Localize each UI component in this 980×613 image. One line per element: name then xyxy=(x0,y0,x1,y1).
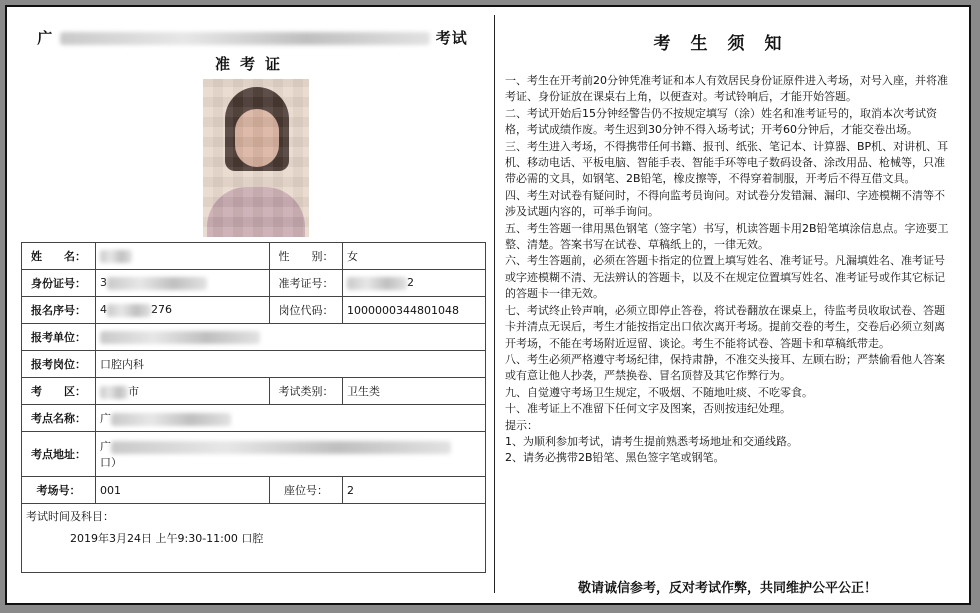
table-row: 考 区： 市 考试类别： 卫生类 xyxy=(22,378,486,405)
table-row: 考场号： 001 座位号： 2 xyxy=(22,477,486,504)
exam-notice-panel xyxy=(494,15,960,596)
candidate-photo xyxy=(203,79,309,237)
table-row: 报考岗位： 口腔内科 xyxy=(22,351,486,378)
list-item: 四、考生对试卷有疑问时，不得向监考员询问。对试卷分发错漏、漏印、字迹模糊不清等不涉及试题内容的，可举手询问。 xyxy=(505,188,945,219)
notice-title: 考生须知 xyxy=(653,34,802,54)
list-item: 十、准考证上不准留下任何文字及图案，否则按违纪处理。 xyxy=(505,402,791,416)
admit-card-heading: 准考证 xyxy=(214,55,290,73)
table-row: 考试时间及科目： 2019年3月24日 上午9:30-11:00 口腔 xyxy=(22,504,486,573)
table-row: 身份证号： 3 准考证号： 2 xyxy=(22,270,486,297)
list-item: 六、考生答题前，必须在答题卡指定的位置上填写姓名、准考证号。凡漏填姓名、准考证号或字迹模糊不清、无法辨认的答题卡，以及不在规定位置填写姓名、准考证号或作其它标记的答题卡一律无效。 xyxy=(505,254,945,301)
list-item: 五、考生答题一律用黑色钢笔（签字笔）书写，机读答题卡用2B铅笔填涂信息点。字迹要工整、清楚。答案书写在试卷、草稿纸上的，一律无效。 xyxy=(505,221,949,252)
list-item: 九、自觉遵守考场卫生规定，不吸烟、不随地吐痰、不吃零食。 xyxy=(505,385,813,399)
exam-title: 广 考试 xyxy=(37,29,468,47)
table-row: 报考单位： xyxy=(22,324,486,351)
notice-list xyxy=(505,73,953,467)
notice-footer: 敬请诚信参考，反对考试作弊，共同维护公平公正！ xyxy=(577,581,877,596)
list-item: 二、考试开始后15分钟经警告仍不按规定填写（涂）姓名和准考证号的，取消本次考试资格，考试成绩作废。考生迟到30分钟不得入场考试；开考60分钟后，才能交卷出场。 xyxy=(505,106,937,137)
list-item: 2、请务必携带2B铅笔、黑色签字笔或钢笔。 xyxy=(505,451,725,465)
table-row: 考点地址： 广 口） xyxy=(22,432,486,477)
table-row: 报名序号： 4 276 岗位代码： 1000000344801048 xyxy=(22,297,486,324)
list-item: 1、为顺利参加考试，请考生提前熟悉考场地址和交通线路。 xyxy=(505,434,798,448)
admit-card-panel xyxy=(15,15,490,593)
list-item: 八、考生必须严格遵守考场纪律，保持肃静，不准交头接耳、左顾右盼；严禁偷看他人答案或有意让他人抄袭，严禁换卷、冒名顶替及其它作弊行为。 xyxy=(505,352,945,383)
list-item: 一、考生在开考前20分钟凭准考证和本人有效居民身份证原件进入考场，对号入座，并将准考证、身份证放在课桌右上角，以便查对。考试铃响后，才能开始答题。 xyxy=(505,74,948,104)
table-row: 姓 名： 性 别： 女 xyxy=(22,243,486,270)
redacted-title xyxy=(60,32,430,45)
table-row: 考点名称： 广 xyxy=(22,405,486,432)
list-item: 七、考试终止铃声响，必须立即停止答卷，将试卷翻放在课桌上，待监考员收取试卷、答题卡并清点无误后，考生才能按指定出口依次离开考场。提前交卷的考生，交卷后必须立刻离开考场，不能在考场附近逗留、谈论。考生不能将试卷、答题卡和草稿纸带走。 xyxy=(505,303,945,350)
candidate-info-table xyxy=(21,242,486,573)
admit-card-sheet xyxy=(5,5,971,605)
list-item: 三、考生进入考场，不得携带任何书籍、报刊、纸张、笔记本、计算器、BP机、对讲机、耳机、移动电话、平板电脑、智能手表、智能手环等电子数码设备、涂改用品、枪械等，只准带必需的文具，如钢笔、2B铅笔，橡皮擦等，不得穿着制服，开考后不得互借文具。 xyxy=(505,139,949,186)
list-item: 提示： xyxy=(505,418,538,432)
